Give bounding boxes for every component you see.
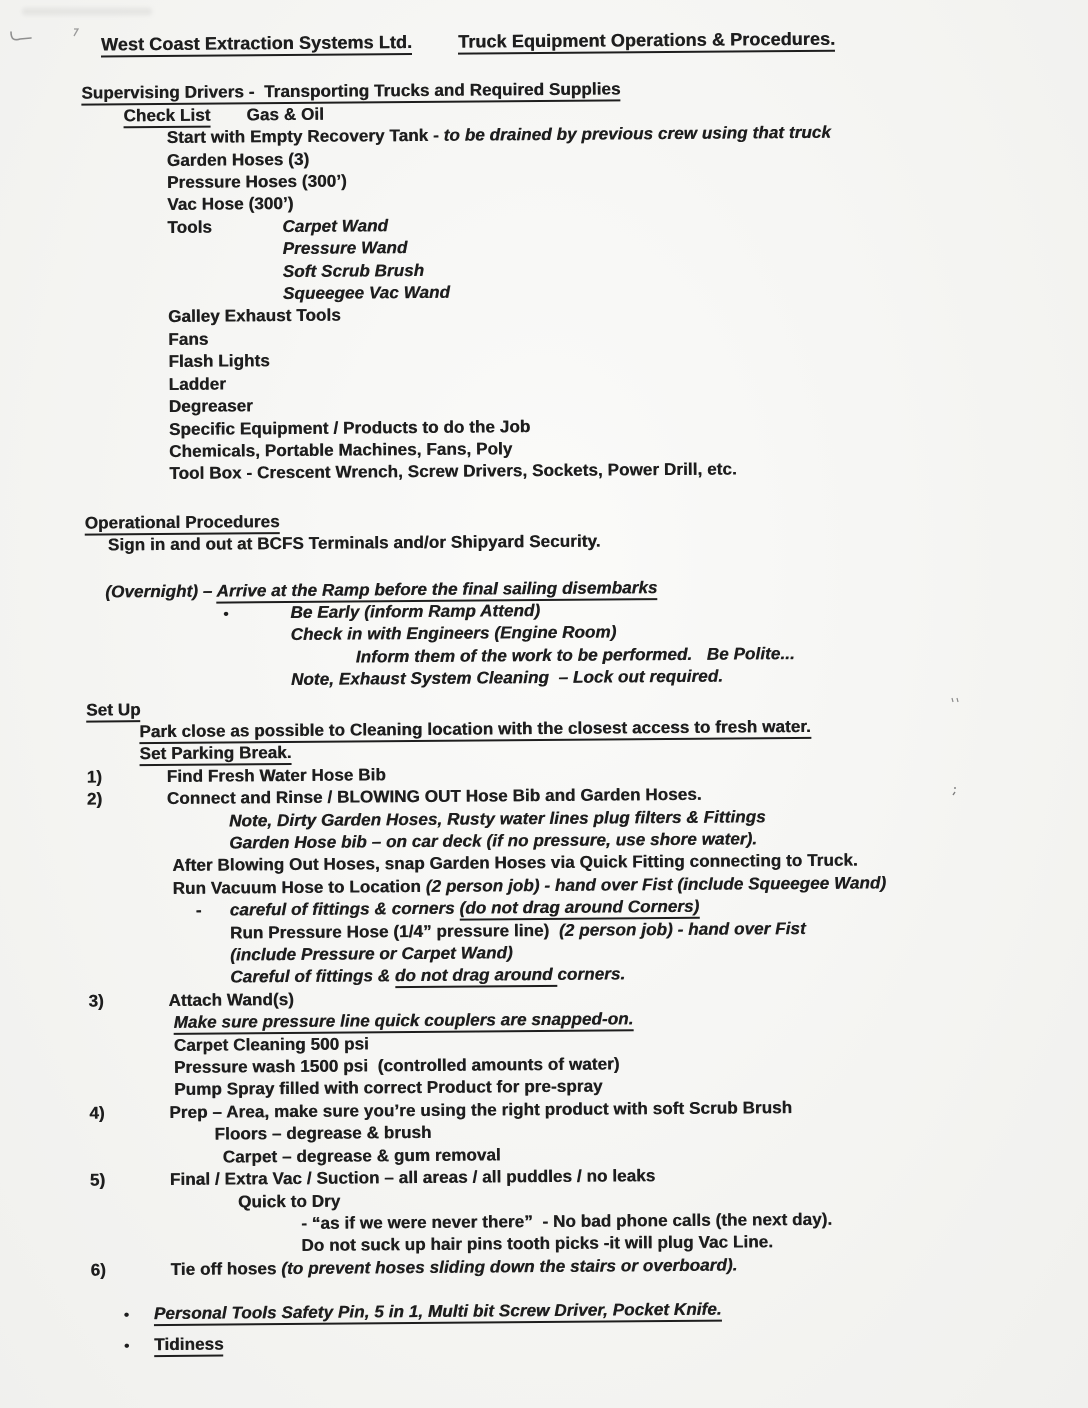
run-pressure-text: Run Pressure Hose (1/4” pressure line)	[229, 920, 559, 943]
overnight-prefix: (Overnight) –	[105, 581, 217, 601]
tool-item: Soft Scrub Brush	[282, 260, 425, 281]
pump-spray-text: Pump Spray filled with correct Product for pre-spray	[174, 1077, 603, 1100]
careful-text: Careful of fittings &	[230, 966, 395, 987]
step-text: Final / Extra Vac / Suction – all areas / all puddles / no leaks	[169, 1166, 656, 1190]
never-there-text: - “as if we were never there” - No bad phone calls (the next day).	[301, 1209, 833, 1233]
tools-label: Tools	[167, 217, 213, 237]
run-vac-note: (2 person job) - hand over Fist (include Squeegee Wand)	[425, 873, 887, 896]
step-text: Tie off hoses	[170, 1258, 282, 1279]
step-number: 4)	[89, 1103, 105, 1123]
carpet-psi-text: Carpet Cleaning 500 psi	[173, 1034, 369, 1055]
step-text: Find Fresh Water Hose Bib	[166, 765, 386, 786]
dash-glyph: -	[195, 900, 202, 920]
equipment-item: Galley Exhaust Tools	[167, 306, 341, 327]
tools-spacer	[168, 277, 283, 278]
step-number: 1)	[86, 767, 103, 787]
step-number: 2)	[86, 789, 103, 809]
after-blowing-text: After Blowing Out Hoses, snap Garden Hoses via Quick Fitting connecting to Truck.	[172, 850, 858, 876]
step-number: 3)	[88, 991, 104, 1011]
run-vac-text: Run Vacuum Hose to Location	[172, 876, 426, 898]
tool-item: Squeegee Vac Wand	[282, 282, 450, 304]
tool-item: Carpet Wand	[282, 216, 389, 236]
quick-dry-text: Quick to Dry	[237, 1191, 341, 1211]
tool-item: Pressure Wand	[282, 238, 408, 259]
heading-text: Operational Procedures	[85, 512, 280, 536]
bullet-glyph: •	[123, 1306, 129, 1323]
careful-text: careful of fittings & corners	[229, 898, 460, 920]
check-in-text: Check in with Engineers (Engine Room)	[290, 622, 617, 645]
hose-item: Garden Hoses (3)	[166, 149, 310, 170]
footer-bullet-personal-tools	[6, 1296, 1088, 1327]
tools-spacer	[168, 254, 283, 255]
equipment-item: Chemicals, Portable Machines, Fans, Poly	[169, 439, 513, 461]
inform-text: Inform them of the work to be performed. Be Polite...	[355, 643, 795, 667]
hose-item: Vac Hose (300’)	[167, 194, 294, 215]
heading-text: Supervising Drivers - Transporting Trucks and Required Supplies	[81, 80, 620, 106]
overnight-rule: Arrive at the Ramp before the final sailing disembarks	[216, 578, 657, 603]
step-text: Attach Wand(s)	[168, 989, 294, 1010]
no-drag-rule: (do not drag around Corners)	[459, 897, 699, 921]
check-list-label: Check List	[123, 105, 210, 128]
park-text: Park close as possible to Cleaning location with the closest access to fresh water.	[139, 717, 811, 744]
couplers-rule: Make sure pressure line quick couplers are snapped-on.	[174, 1010, 634, 1036]
note-text: Garden Hose bib – on car deck (if no pressure, use shore water).	[229, 829, 758, 853]
no-suck-text: Do not suck up hair pins tooth picks -it will plug Vac Line.	[301, 1232, 774, 1256]
note-text: Note, Dirty Garden Hoses, Rusty water lines plug filters & Fittings	[228, 806, 766, 831]
equipment-item: Fans	[168, 329, 209, 349]
note-exhaust-text: Note, Exhaust System Cleaning – Lock out required.	[290, 666, 724, 690]
carpet-text: Carpet – degrease & gum removal	[222, 1145, 501, 1167]
equipment-item: Ladder	[168, 374, 226, 394]
step-text: Connect and Rinse / BLOWING OUT Hose Bib and Garden Hoses.	[166, 784, 702, 809]
equipment-item: Degreaser	[168, 396, 253, 417]
gas-oil-label: Gas & Oil	[246, 104, 324, 125]
brake-text: Set Parking Break.	[139, 743, 291, 766]
heading-text: Set Up	[86, 700, 141, 722]
start-tank-note: to be drained by previous crew using that truck	[443, 122, 831, 145]
step-text: Prep – Area, make sure you’re using the right product with soft Scrub Brush	[169, 1097, 793, 1122]
no-drag-rule: do not drag around	[395, 965, 558, 988]
sign-in-text: Sign in and out at BCFS Terminals and/or Shipyard Security.	[107, 531, 601, 555]
pressure-psi-text: Pressure wash 1500 psi (controlled amounts of water)	[173, 1054, 620, 1077]
include-wand-text: (include Pressure or Carpet Wand)	[229, 943, 513, 965]
personal-tools-text: Personal Tools Safety Pin, 5 in 1, Multi bit Screw Driver, Pocket Knife.	[154, 1300, 722, 1326]
doc-title: Truck Equipment Operations & Procedures.	[458, 29, 835, 55]
be-early-text: Be Early (inform Ramp Attend)	[290, 600, 541, 622]
step-number: 5)	[89, 1170, 106, 1190]
run-pressure-note: (2 person job) - hand over Fist	[558, 918, 806, 940]
document-header	[0, 26, 1084, 58]
equipment-item: Specific Equipment / Products to do the Job	[168, 416, 531, 439]
bullet-glyph: •	[124, 1336, 130, 1353]
equipment-item: Flash Lights	[168, 351, 270, 372]
tools-spacer	[168, 299, 283, 300]
careful-text-end: corners.	[557, 964, 626, 985]
tie-off-note: (to prevent hoses sliding down the stairs or overboard).	[281, 1255, 738, 1278]
equipment-item: Tool Box - Crescent Wrench, Screw Drivers, Sockets, Power Drill, etc.	[169, 459, 737, 484]
bullet-glyph: •	[223, 605, 229, 622]
footer-bullet-tidiness	[6, 1326, 1088, 1357]
hose-item: Pressure Hoses (300’)	[166, 171, 347, 192]
step-number: 6)	[90, 1260, 106, 1280]
company-name: West Coast Extraction Systems Ltd.	[101, 32, 412, 57]
floors-text: Floors – degrease & brush	[214, 1123, 432, 1144]
start-tank-text: Start with Empty Recovery Tank -	[166, 125, 444, 148]
tidiness-text: Tidiness	[154, 1334, 224, 1357]
